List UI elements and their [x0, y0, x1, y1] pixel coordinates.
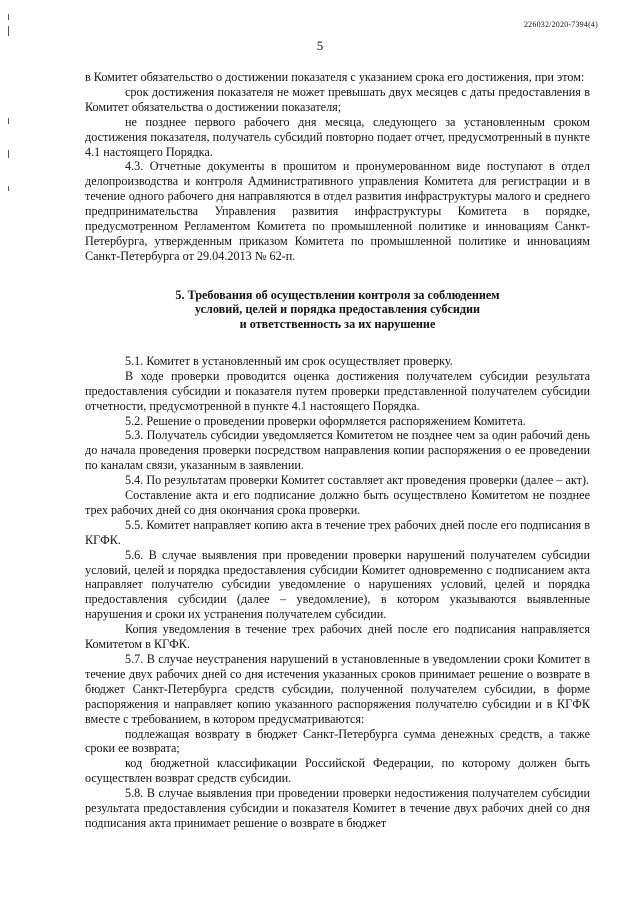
- paragraph: 5.4. По результатам проверки Комитет составляет акт проведения проверки (далее – акт).: [125, 473, 590, 488]
- document-id: 226032/2020-7394(4): [523, 20, 598, 29]
- section-heading: [85, 288, 590, 332]
- page-number: 5: [316, 38, 324, 53]
- paragraph: подлежащая возврату в бюджет Санкт-Петербурга сумма денежных средств, а также сроки ее возврата;: [85, 726, 590, 756]
- paragraph: 5.8. В случае выявления при проведении проверки недостижения получателем субсидии результата предоставления субсидии и показателя Комитет в течение двух рабочих дней со дня подписания акта принимает решение о возврате в бюджет: [85, 786, 590, 830]
- paragraph: 5.3. Получатель субсидии уведомляется Комитетом не позднее чем за один рабочий день до начала проведения проверки посредством направления копии распоряжения о ее проведении по каналам связи, указанным в заявлении.: [85, 428, 590, 473]
- paragraph: в Комитет обязательство о достижении показателя с указанием срока его достижения, при этом:: [85, 70, 585, 84]
- paragraph: Составление акта и его подписание должно быть осуществлено Комитетом не позднее трех рабочих дней со дня окончания срока проверки.: [85, 488, 590, 517]
- paragraph: 5.1. Комитет в установленный им срок осуществляет проверку.: [125, 353, 453, 368]
- paragraph: Копия уведомления в течение трех рабочих дней после его подписания направляется Комитетом в КГФК.: [85, 622, 590, 652]
- paragraph: не позднее первого рабочего дня месяца, следующего за установленным сроком достижения показателя, получатель субсидий повторно подает отчет, предусмотренный в пункте 4.1 настоящего Порядка.: [85, 114, 590, 159]
- scan-margin-marks: [8, 0, 18, 905]
- section-heading-line: 5. Требования об осуществлении контроля за соблюдением: [175, 287, 500, 302]
- paragraph: 5.2. Решение о проведении проверки оформляется распоряжением Комитета.: [125, 413, 526, 428]
- paragraph: срок достижения показателя не может превышать двух месяцев с даты предоставления в Комитет обязательства о достижении показателя;: [85, 84, 590, 114]
- document-body: [85, 70, 590, 831]
- paragraph: 5.6. В случае выявления при проведении проверки нарушений получателем субсидии условий, целей и порядка предоставления субсидии Комитет одновременно с подписанием акта направляет получателю субсидии уведомление о нарушениях условий, целей и порядка предоставления субсидии (далее – уведомление), в котором указываются выявленные нарушения и сроки их устранения получателем субсидии.: [85, 547, 590, 622]
- section-heading-line: условий, целей и порядка предоставления субсидии: [194, 302, 481, 317]
- paragraph: 5.5. Комитет направляет копию акта в течение трех рабочих дней после его подписания в КГФК.: [85, 517, 590, 547]
- section-heading-line: и ответственность за их нарушение: [239, 317, 436, 332]
- paragraph: В ходе проверки проводится оценка достижения получателем субсидии результата предоставления субсидии и показателя путем проверки представленной получателем субсидии отчетности, предусмотренной в пункте 4.1 настоящего Порядка.: [85, 368, 590, 413]
- paragraph: код бюджетной классификации Российской Федерации, по которому должен быть осуществлен возврат средств субсидии.: [85, 756, 590, 786]
- paragraph: 4.3. Отчетные документы в прошитом и пронумерованном виде поступают в отдел делопроизводства и контроля Административного управления Комитета для регистрации и в течение одного рабочего дня направляются в отдел развития инфраструктуры малого и среднего предпринимательства Управления развития инфраструктуры Комитета в порядке, предусмотренном Регламентом Комитета по промышленной политике и инновациям Санкт-Петербурга, утвержденным приказом Комитета по промышленной политике и инновациям Санкт-Петербурга от 29.04.2013 № 62-п.: [85, 159, 590, 263]
- paragraph: 5.7. В случае неустранения нарушений в установленные в уведомлении сроки Комитет в течение двух рабочих дней со дня истечения указанных сроков принимает решение о возврате в бюджет Санкт-Петербурга средств субсидии, полученной получателем субсидии, в форме распоряжения и направляет копию указанного распоряжения получателю субсидии и в КГФК вместе с требованием, в котором предусматриваются:: [85, 652, 590, 726]
